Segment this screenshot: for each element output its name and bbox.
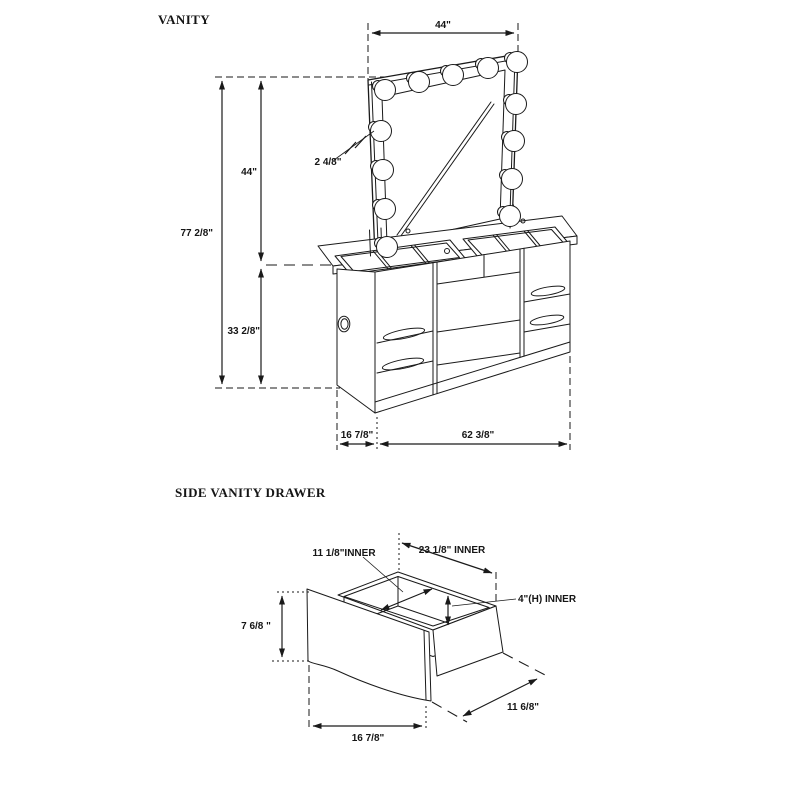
dim-label-depth: 16 7/8" [340, 430, 374, 441]
dim-label-front-height: 7 6/8 " [241, 621, 271, 632]
mirror-glass [382, 70, 505, 244]
dresser-side-panel [337, 269, 375, 413]
dim-label-frame-width: 2 4/8" [314, 157, 342, 168]
dim-label-front-width: 16 7/8" [351, 733, 385, 744]
drawer-figure [175, 485, 577, 744]
dim-frame-width [315, 131, 374, 168]
dim-front-height [241, 592, 309, 661]
dim-label-inner-depth: 11 1/8"INNER [312, 548, 376, 559]
dim-label-inner-width: 23 1/8" INNER [418, 545, 486, 556]
dim-label-mirror-height: 44" [241, 167, 257, 178]
vanity-figure [158, 12, 577, 450]
dim-label-inner-height: 4"(H) INNER [518, 594, 577, 605]
dim-label-total-height: 77 2/8" [180, 228, 213, 239]
drawer-title: SIDE VANITY DRAWER [175, 485, 326, 500]
dim-label-mirror-width: 44" [435, 20, 451, 31]
vanity-dresser [318, 205, 577, 413]
vanity-title: VANITY [158, 12, 211, 27]
dim-label-base-width: 62 3/8" [461, 430, 495, 441]
dim-label-side-depth: 11 6/8" [507, 702, 539, 713]
dim-label-base-height: 33 2/8" [227, 326, 260, 337]
